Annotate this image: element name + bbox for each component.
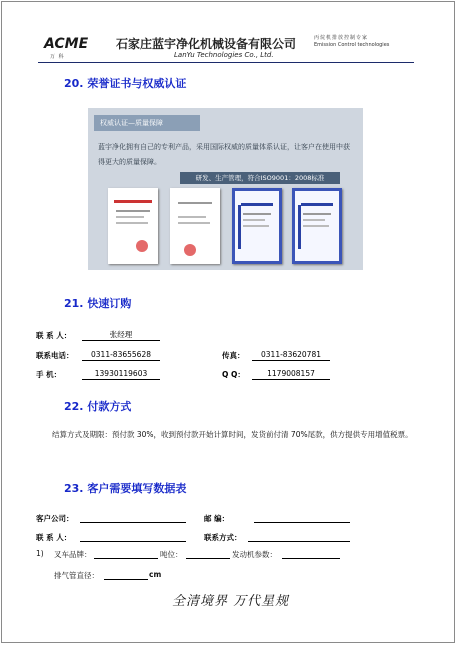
page-header [0, 26, 457, 62]
exhaust-unit: cm [149, 570, 162, 579]
certification-banner [88, 108, 363, 270]
phone-value: 0311-83655628 [82, 349, 160, 361]
contact-method-field[interactable] [248, 530, 350, 542]
form-contact-field[interactable] [80, 530, 186, 542]
fax-value: 0311-83620781 [252, 349, 330, 361]
contact-label: 联 系 人： [36, 331, 72, 340]
banner-text: 蓝宇净化拥有自己的专利产品，采用国际权威的质量体系认证，让客户在使用中获得更大的质量保障。 [98, 143, 350, 166]
forklift-brand-field[interactable] [94, 547, 158, 559]
section-20-title: 20. 荣誉证书与权威认证 [64, 77, 187, 90]
phone-label: 联系电话： [36, 351, 74, 360]
tagline-en: Emission Control technologies [314, 42, 390, 48]
logo-subtitle: 万 科 [50, 54, 65, 60]
section-22-title: 22. 付款方式 [64, 400, 132, 413]
customer-company-field[interactable] [80, 511, 186, 523]
company-logo: ACME [44, 36, 89, 52]
certificate-image [170, 188, 220, 264]
qq-value: 1179008157 [252, 368, 330, 380]
customer-company-label: 客户公司： [36, 514, 74, 523]
engine-params-field[interactable] [282, 547, 340, 559]
certificate-image [292, 188, 342, 264]
mobile-label: 手 机： [36, 370, 62, 379]
exhaust-diameter-label: 排气管直径： [54, 571, 99, 580]
postcode-field[interactable] [254, 511, 350, 523]
fax-label: 传真： [222, 351, 245, 360]
tonnage-field[interactable] [186, 547, 230, 559]
certificate-image [108, 188, 158, 264]
exhaust-diameter-field[interactable] [104, 568, 148, 580]
payment-terms: 结算方式及期限：预付款 30%，收到预付款开始计算时间，发货前付清 70%尾款，供方提供专用增值税票。 [52, 430, 413, 439]
contact-value: 张经理 [82, 329, 160, 341]
banner-tab: 权威认证—质量保障 [94, 115, 200, 131]
banner-strip: 研发、生产管理，符合ISO9001：2008标准 [180, 172, 340, 184]
header-divider [38, 62, 414, 63]
form-contact-label: 联 系 人： [36, 533, 72, 542]
forklift-brand-label: 叉车品牌： [54, 550, 92, 559]
slogan: 全清境界 万代星规 [172, 594, 290, 609]
section-23-title: 23. 客户需要填写数据表 [64, 482, 187, 495]
postcode-label: 邮 编： [204, 514, 230, 523]
company-name-cn: 石家庄蓝宇净化机械设备有限公司 [116, 37, 297, 51]
tonnage-label: 吨位： [160, 550, 183, 559]
tagline-cn: 丙烷机排放控制专家 [314, 35, 369, 41]
certificate-image [232, 188, 282, 264]
item-number: 1) [36, 549, 44, 558]
mobile-value: 13930119603 [82, 368, 160, 380]
engine-params-label: 发动机参数： [232, 550, 277, 559]
section-21-title: 21. 快速订购 [64, 297, 132, 310]
contact-method-label: 联系方式： [204, 533, 242, 542]
company-name-en: LanYu Technologies Co., Ltd. [174, 51, 274, 59]
qq-label: Q Q： [222, 370, 245, 379]
